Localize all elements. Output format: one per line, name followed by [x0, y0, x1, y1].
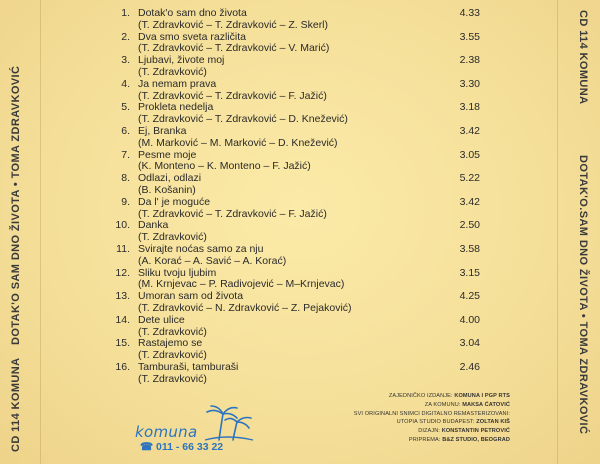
track-row [110, 79, 480, 103]
komuna-logo [135, 404, 255, 454]
credit-label: PRIPREMA: [408, 436, 441, 443]
track-authors: (T. Zdravković – T. Zdravković – D. Knežević) [138, 113, 348, 126]
track-row [110, 173, 480, 197]
track-list [110, 8, 480, 386]
right-spine-catalog: CD 114 KOMUNA [577, 10, 589, 105]
track-title: Ja nemam prava [138, 77, 217, 90]
track-row [110, 8, 480, 32]
track-number: 16. [115, 360, 130, 373]
track-duration: 3.18 [459, 101, 480, 114]
track-row [110, 102, 480, 126]
track-duration: 5.22 [459, 172, 480, 185]
track-number: 14. [115, 313, 130, 326]
track-authors: (K. Monteno – K. Monteno – F. Jažić) [138, 160, 311, 173]
credit-line [300, 392, 510, 401]
left-spine-title: DOTAK'O SAM DNO ŽIVOTA • TOMA ZDRAVKOVIĆ [10, 65, 22, 345]
track-duration: 3.42 [459, 124, 480, 137]
track-number: 1. [121, 7, 130, 19]
credit-label: UTOPIA STUDIO BUDAPEST: [396, 419, 475, 426]
credit-value: KOMUNA I PGP RTS [454, 393, 510, 399]
track-authors: (T. Zdravković – T. Zdravković – Z. Skerl) [138, 18, 329, 31]
palm-tree-icon [197, 404, 257, 444]
track-number: 4. [121, 77, 130, 90]
track-authors: (M. Krnjevac – P. Radivojević – M–Krnjevac) [138, 278, 345, 291]
track-duration: 3.30 [459, 77, 480, 90]
track-number: 12. [115, 266, 130, 279]
track-duration: 3.55 [459, 30, 480, 43]
track-duration: 4.25 [459, 290, 480, 303]
credit-line [300, 410, 510, 419]
track-number: 9. [121, 195, 130, 208]
track-authors: (B. Košanin) [138, 183, 196, 196]
track-row [110, 315, 480, 339]
track-row [110, 362, 480, 386]
right-spine [557, 0, 600, 464]
track-number: 5. [121, 101, 130, 114]
credits-block [300, 392, 510, 445]
track-duration: 3.58 [459, 242, 480, 255]
track-number: 6. [121, 124, 130, 137]
credit-value: B&Z STUDIO, BEOGRAD [442, 436, 510, 443]
track-duration: 3.42 [459, 195, 480, 208]
track-title: Tamburaši, tamburaši [138, 360, 239, 373]
track-duration: 2.46 [459, 360, 480, 373]
track-title: Da l' je moguće [138, 195, 211, 208]
credit-value: KONSTANTIN PETROVIĆ [441, 428, 510, 435]
track-title: Ej, Branka [138, 124, 187, 137]
credit-label: ZA KOMUNU: [424, 401, 461, 408]
credit-label: DIZAJN: [418, 428, 441, 435]
track-title: Danka [138, 219, 169, 232]
track-row [110, 197, 480, 221]
track-row [110, 32, 480, 56]
track-authors: (T. Zdravković – T. Zdravković – F. Jažić) [138, 207, 327, 220]
credit-line [300, 436, 510, 445]
track-row [110, 244, 480, 268]
track-title: Pesme moje [138, 148, 197, 161]
track-duration: 3.04 [459, 337, 480, 350]
track-authors: (T. Zdravković) [138, 325, 207, 338]
track-authors: (T. Zdravković) [138, 65, 207, 78]
logo-wordmark: komuna [135, 423, 198, 441]
left-spine [0, 0, 41, 464]
track-row [110, 150, 480, 174]
track-authors: (M. Marković – M. Marković – D. Knežević) [138, 136, 338, 149]
credit-value: MAKSA ĆATOVIĆ [462, 401, 510, 408]
logo-phone: ☎ 011 - 66 33 22 [140, 441, 224, 453]
track-authors: (T. Zdravković) [138, 372, 207, 385]
track-row [110, 126, 480, 150]
track-title: Umoran sam od života [138, 290, 244, 303]
track-title: Sliku tvoju ljubim [138, 266, 217, 279]
track-number: 10. [115, 219, 130, 232]
track-title: Dete ulice [138, 313, 185, 326]
track-number: 11. [116, 242, 130, 255]
track-title: Dotak'o sam dno života [138, 7, 247, 19]
track-title: Odlazi, odlazi [138, 172, 202, 185]
track-number: 15. [115, 337, 130, 350]
track-authors: (T. Zdravković) [138, 231, 207, 244]
track-number: 2. [121, 30, 130, 43]
track-authors: (A. Korać – A. Savić – A. Korać) [138, 254, 287, 267]
track-row [110, 268, 480, 292]
credit-label: ZAJEDNIČKO IZDANJE: [388, 393, 453, 399]
track-authors: (T. Zdravković) [138, 349, 207, 362]
track-title: Prokleta nedelja [138, 101, 214, 114]
right-spine-title: DOTAK'O.SAM DNO ŽIVOTA • TOMA ZDRAVKOVIĆ [577, 155, 589, 435]
track-number: 13. [115, 290, 130, 303]
track-duration: 3.05 [459, 148, 480, 161]
track-row [110, 291, 480, 315]
track-duration: 2.38 [459, 54, 480, 67]
track-duration: 3.15 [459, 266, 480, 279]
track-number: 3. [121, 54, 130, 67]
track-number: 8. [121, 172, 130, 185]
track-duration: 4.00 [459, 313, 480, 326]
credit-line [300, 401, 510, 410]
track-title: Rastajemo se [138, 337, 203, 350]
track-authors: (T. Zdravković – T. Zdravković – V. Marić) [138, 42, 330, 55]
track-authors: (T. Zdravković – T. Zdravković – F. Jažić) [138, 89, 327, 102]
track-title: Svirajte noćas samo za nju [138, 242, 264, 255]
credit-value: ZOLTAN KIŠ [476, 419, 510, 426]
credit-line [300, 427, 510, 436]
credit-label: SVI ORIGINALNI SNIMCI DIGITALNO REMASTERIZOVANI: [353, 410, 510, 417]
track-duration: 2.50 [459, 219, 480, 232]
track-duration: 4.33 [459, 7, 480, 19]
track-authors: (T. Zdravković – N. Zdravković – Z. Pejaković) [138, 301, 352, 314]
credit-line [300, 418, 510, 427]
track-row [110, 338, 480, 362]
track-number: 7. [121, 148, 130, 161]
track-title: Dva smo sveta različita [138, 30, 246, 43]
track-row [110, 220, 480, 244]
left-spine-catalog: CD 114 KOMUNA [10, 357, 22, 452]
track-title: Ljubavi, živote moj [138, 54, 225, 67]
track-row [110, 55, 480, 79]
